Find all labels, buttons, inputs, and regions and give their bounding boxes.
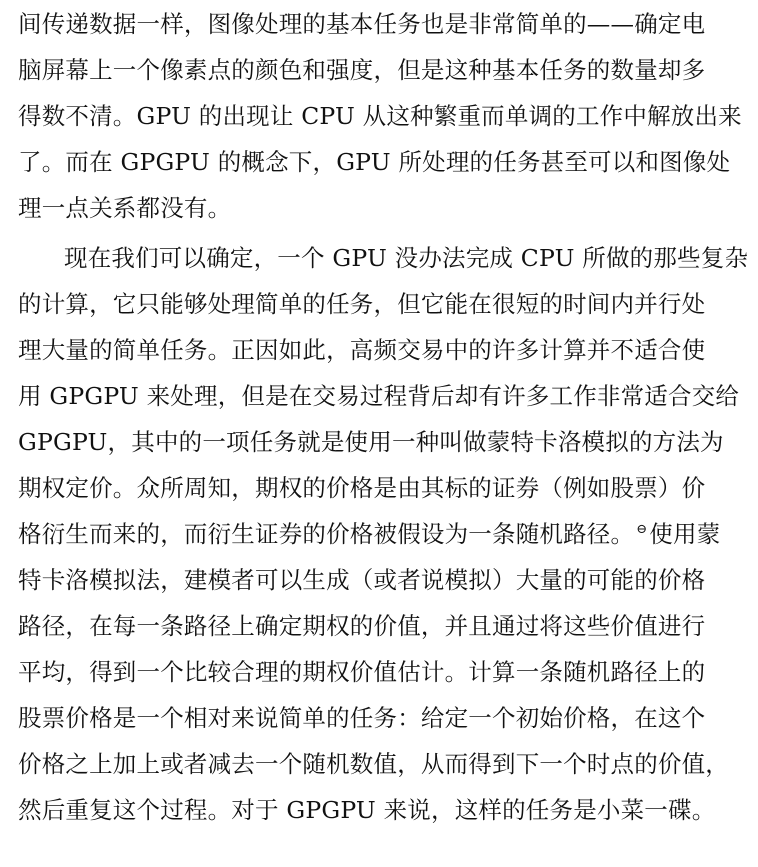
text-line: 脑屏幕上一个像素点的颜色和强度，但是这种基本任务的数量却多 [18,56,706,84]
text-line: 间传递数据一样，图像处理的基本任务也是非常简单的——确定电 [18,10,706,38]
text-line: 路径，在每一条路径上确定期权的价值，并且通过将这些价值进行 [18,612,706,640]
text-line: 用 GPGPU 来处理，但是在交易过程背后却有许多工作非常适合交给 [18,382,740,410]
text-line-with-footnote [18,514,748,554]
text-line: 平均，得到一个比较合理的期权价值估计。计算一条随机路径上的 [18,658,706,686]
text-line: 理一点关系都没有。 [18,194,232,222]
text-line: 价格之上加上或者减去一个随机数值，从而得到下一个时点的价值， [18,750,729,778]
text-line: 现在我们可以确定，一个 GPU 没办法完成 CPU 所做的那些复杂 [64,244,749,272]
text-line: GPGPU，其中的一项任务就是使用一种叫做蒙特卡洛模拟的方法为 [18,428,724,456]
text-segment: 格衍生而来的，而衍生证券的价格被假设为一条随机路径。 [18,520,635,548]
footnote-marker[interactable]: ⊖ [636,522,648,538]
text-line: 期权定价。众所周知，期权的价格是由其标的证券（例如股票）价 [18,474,706,502]
text-line: 然后重复这个过程。对于 GPGPU 来说，这样的任务是小菜一碟。 [18,796,716,824]
text-line: 特卡洛模拟法，建模者可以生成（或者说模拟）大量的可能的价格 [18,566,706,594]
text-line: 得数不清。GPU 的出现让 CPU 从这种繁重而单调的工作中解放出来 [18,102,742,130]
text-line: 理大量的简单任务。正因如此，高频交易中的许多计算并不适合使 [18,336,706,364]
text-line: 的计算，它只能够处理简单的任务，但它能在很短的时间内并行处 [18,290,706,318]
text-segment: 使用蒙 [649,520,721,548]
text-line: 了。而在 GPGPU 的概念下，GPU 所处理的任务甚至可以和图像处 [18,148,731,176]
text-line: 股票价格是一个相对来说简单的任务：给定一个初始价格，在这个 [18,704,706,732]
